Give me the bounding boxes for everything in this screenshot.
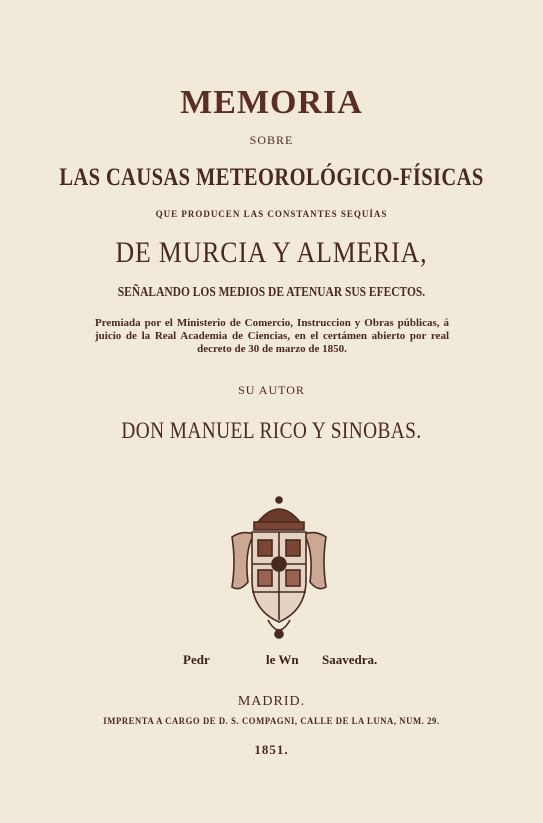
producen-text: QUE PRODUCEN LAS CONSTANTES SEQUÍAS	[155, 209, 388, 219]
places-text: DE MURCIA Y ALMERIA,	[115, 236, 428, 269]
signature-part-3: Saavedra.	[322, 652, 378, 667]
signature-part-2: le Wn	[266, 652, 299, 667]
book-title: MEMORIA	[180, 84, 363, 121]
subject-text: LAS CAUSAS METEOROLÓGICO-FÍSICAS	[59, 164, 484, 191]
signature	[0, 652, 543, 674]
su-autor-label: SU AUTOR	[238, 383, 305, 397]
author-name: DON MANUEL RICO Y SINOBAS.	[121, 418, 422, 443]
award-paragraph: Premiada por el Ministerio de Comercio, Instruccion y Obras públicas, á juicio de la Real Academia de Ciencias, en el certámen abierto por real decreto de 30 de marzo de 1850.	[95, 317, 449, 355]
year-text: 1851.	[254, 742, 289, 757]
coat-of-arms-icon	[222, 492, 336, 642]
signature-part-1: Pedr	[183, 652, 210, 667]
senalando-text: SEÑALANDO LOS MEDIOS DE ATENUAR SUS EFECTOS.	[117, 285, 426, 300]
city-text: MADRID.	[237, 694, 306, 709]
sobre-text: SOBRE	[249, 133, 294, 147]
printer-text: IMPRENTA A CARGO DE D. S. COMPAGNI, CALLE DE LA LUNA, NUM. 29.	[103, 716, 440, 726]
